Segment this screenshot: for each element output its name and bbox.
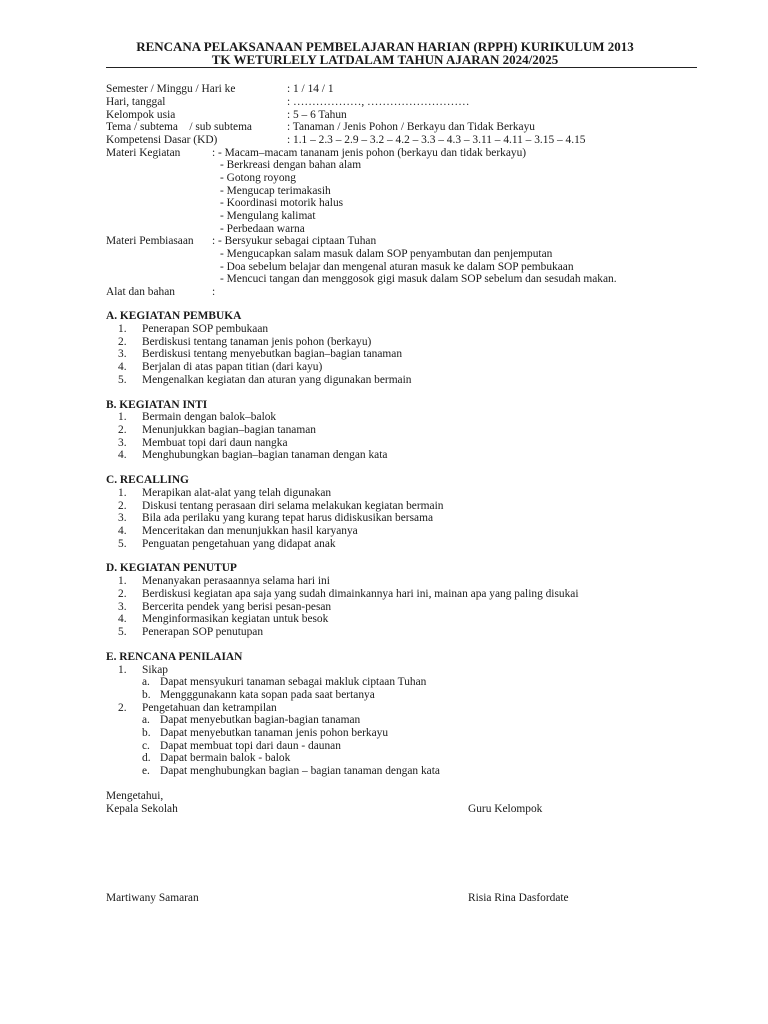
list-number: 1. bbox=[118, 575, 127, 587]
kd-value: : 1.1 – 2.3 – 2.9 – 3.2 – 4.2 – 3.3 – 4.3 – 3.11 – 4.11 – 3.15 – 4.15 bbox=[287, 134, 586, 146]
guru-kelompok-name: Risia Rina Dasfordate bbox=[468, 892, 569, 904]
list-letter: a. bbox=[142, 714, 150, 726]
assessment-pengetahuan: Pengetahuan dan ketrampilan bbox=[142, 702, 277, 714]
list-number: 3. bbox=[118, 601, 127, 613]
hari-label: Hari, tanggal bbox=[106, 96, 166, 108]
kepala-sekolah-label: Kepala Sekolah bbox=[106, 803, 178, 815]
list-item: Dapat menyebutkan tanaman jenis pohon berkayu bbox=[160, 727, 389, 739]
list-letter: d. bbox=[142, 752, 151, 764]
list-number: 1. bbox=[118, 487, 127, 499]
list-item: Bermain dengan balok–balok bbox=[142, 411, 277, 423]
kepala-sekolah-name: Martiwany Samaran bbox=[106, 892, 199, 904]
semester-label: Semester / Minggu / Hari ke bbox=[106, 83, 236, 95]
list-item: Membuat topi dari daun nangka bbox=[142, 437, 288, 449]
list-number: 1. bbox=[118, 323, 127, 335]
list-number: 2. bbox=[118, 336, 127, 348]
list-number: 4. bbox=[118, 449, 127, 461]
list-item: Bila ada perilaku yang kurang tepat harus didiskusikan bersama bbox=[142, 512, 434, 524]
list-item: Bercerita pendek yang berisi pesan-pesan bbox=[142, 601, 332, 613]
list-number: 2. bbox=[118, 500, 127, 512]
list-item: Dapat bermain balok - balok bbox=[160, 752, 291, 764]
list-number: 1. bbox=[118, 411, 127, 423]
document-title: RENCANA PELAKSANAAN PEMBELAJARAN HARIAN (RPPH) KURIKULUM 2013 bbox=[136, 39, 634, 54]
list-item: Penerapan SOP penutupan bbox=[142, 626, 264, 638]
section-e-title: E. RENCANA PENILAIAN bbox=[106, 651, 243, 663]
tema-value: : Tanaman / Jenis Pohon / Berkayu dan Tidak Berkayu bbox=[287, 121, 535, 133]
list-item: Berdiskusi tentang tanaman jenis pohon (berkayu) bbox=[142, 336, 372, 348]
section-d-title: D. KEGIATAN PENUTUP bbox=[106, 562, 237, 574]
pembiasaan-item: - Mencuci tangan dan menggosok gigi masuk dalam SOP sebelum dan sesudah makan. bbox=[220, 273, 617, 285]
list-item: Dapat menyebutkan bagian-bagian tanaman bbox=[160, 714, 361, 726]
guru-kelompok-label: Guru Kelompok bbox=[468, 803, 543, 815]
list-letter: e. bbox=[142, 765, 150, 777]
document-subtitle: TK WETURLELY LATDALAM TAHUN AJARAN 2024/2025 bbox=[211, 52, 559, 67]
materi-item: - Koordinasi motorik halus bbox=[220, 197, 344, 209]
list-item: Dapat menghubungkan bagian – bagian tanaman dengan kata bbox=[160, 765, 440, 777]
list-letter: b. bbox=[142, 689, 151, 701]
list-number: 3. bbox=[118, 437, 127, 449]
list-number: 2. bbox=[118, 424, 127, 436]
materi-item: - Perbedaan warna bbox=[220, 223, 305, 235]
alat-label: Alat dan bahan bbox=[106, 286, 175, 298]
list-item: Berdiskusi tentang menyebutkan bagian–bagian tanaman bbox=[142, 348, 403, 360]
kd-label: Kompetensi Dasar (KD) bbox=[106, 134, 218, 146]
list-number: 2. bbox=[118, 588, 127, 600]
materi-item: - Berkreasi dengan bahan alam bbox=[220, 159, 362, 171]
tema-label: Tema / subtema / sub subtema bbox=[106, 121, 252, 133]
list-number: 2. bbox=[118, 702, 127, 714]
mengetahui-text: Mengetahui, bbox=[106, 790, 164, 802]
list-item: Menginformasikan kegiatan untuk besok bbox=[142, 613, 329, 625]
list-number: 4. bbox=[118, 613, 127, 625]
section-b-title: B. KEGIATAN INTI bbox=[106, 399, 208, 411]
kelompok-label: Kelompok usia bbox=[106, 109, 176, 121]
list-number: 4. bbox=[118, 361, 127, 373]
list-item: Penerapan SOP pembukaan bbox=[142, 323, 269, 335]
list-number: 4. bbox=[118, 525, 127, 537]
pembiasaan-item: - Doa sebelum belajar dan mengenal aturan masuk ke dalam SOP pembukaan bbox=[220, 261, 574, 273]
list-item: Menceritakan dan menunjukkan hasil karyanya bbox=[142, 525, 358, 537]
materi-item: : - Macam–macam tananam jenis pohon (berkayu dan tidak berkayu) bbox=[212, 147, 527, 159]
materi-item: - Mengulang kalimat bbox=[220, 210, 316, 222]
materi-item: - Mengucap terimakasih bbox=[220, 185, 331, 197]
list-item: Berjalan di atas papan titian (dari kayu) bbox=[142, 361, 323, 373]
assessment-sikap: Sikap bbox=[142, 664, 168, 676]
list-item: Merapikan alat-alat yang telah digunakan bbox=[142, 487, 332, 499]
list-item: Mengggunakann kata sopan pada saat bertanya bbox=[160, 689, 375, 701]
list-letter: b. bbox=[142, 727, 151, 739]
pembiasaan-item: : - Bersyukur sebagai ciptaan Tuhan bbox=[212, 235, 377, 247]
list-item: Menghubungkan bagian–bagian tanaman dengan kata bbox=[142, 449, 388, 461]
list-letter: a. bbox=[142, 676, 150, 688]
materi-item: - Gotong royong bbox=[220, 172, 296, 184]
section-c-title: C. RECALLING bbox=[106, 474, 189, 486]
pembiasaan-item: - Mengucapkan salam masuk dalam SOP penyambutan dan penjemputan bbox=[220, 248, 553, 260]
list-item: Menanyakan perasaannya selama hari ini bbox=[142, 575, 330, 587]
semester-value: : 1 / 14 / 1 bbox=[287, 83, 334, 95]
list-letter: c. bbox=[142, 740, 150, 752]
list-number: 3. bbox=[118, 512, 127, 524]
list-number: 5. bbox=[118, 538, 127, 550]
pembiasaan-label: Materi Pembiasaan bbox=[106, 235, 194, 247]
list-item: Menunjukkan bagian–bagian tanaman bbox=[142, 424, 316, 436]
list-item: Berdiskusi kegiatan apa saja yang sudah dimainkannya hari ini, mainan apa yang paling disukai bbox=[142, 588, 579, 600]
list-item: Dapat membuat topi dari daun - daunan bbox=[160, 740, 341, 752]
hari-value: : ………………, ……………………… bbox=[287, 96, 470, 108]
kelompok-value: : 5 – 6 Tahun bbox=[287, 109, 347, 121]
title-underline bbox=[106, 67, 697, 68]
section-a-title: A. KEGIATAN PEMBUKA bbox=[106, 310, 242, 322]
list-number: 3. bbox=[118, 348, 127, 360]
list-number: 5. bbox=[118, 374, 127, 386]
list-item: Mengenalkan kegiatan dan aturan yang digunakan bermain bbox=[142, 374, 412, 386]
list-number: 1. bbox=[118, 664, 127, 676]
list-item: Dapat mensyukuri tanaman sebagai makluk ciptaan Tuhan bbox=[160, 676, 427, 688]
materi-label: Materi Kegiatan bbox=[106, 147, 181, 159]
alat-value: : bbox=[212, 286, 216, 298]
list-item: Diskusi tentang perasaan diri selama melakukan kegiatan bermain bbox=[142, 500, 444, 512]
list-number: 5. bbox=[118, 626, 127, 638]
list-item: Penguatan pengetahuan yang didapat anak bbox=[142, 538, 336, 550]
